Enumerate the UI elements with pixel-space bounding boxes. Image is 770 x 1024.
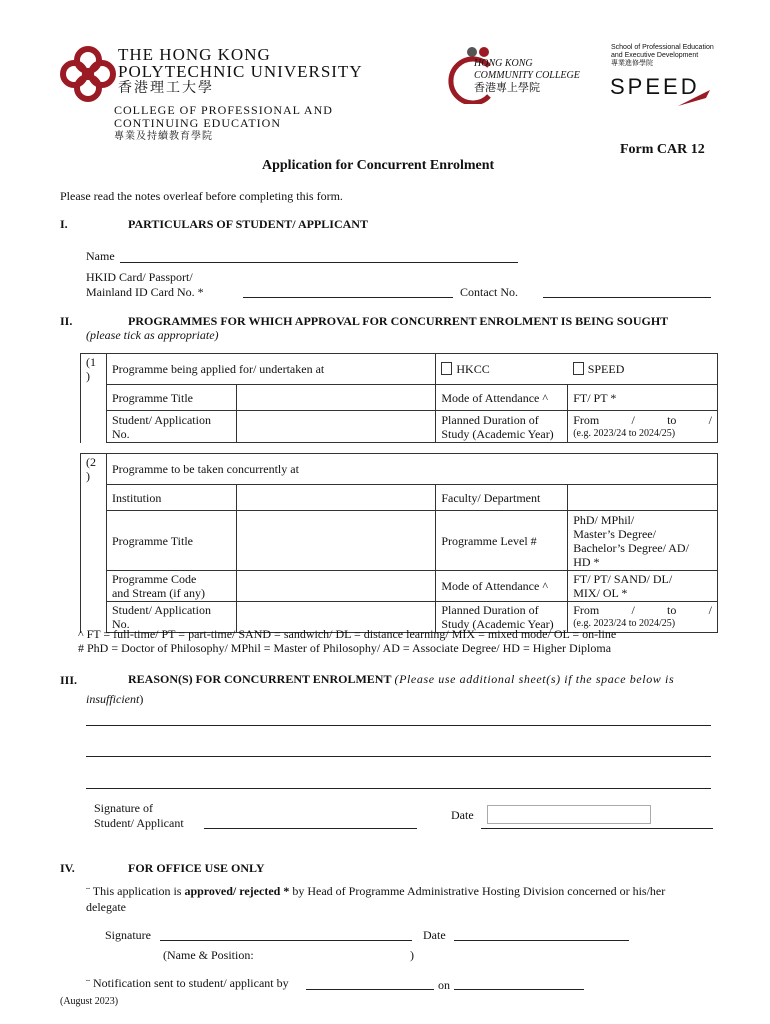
office-name-position-label: (Name & Position: [163,948,254,962]
approval-bullet-icon: ¨ [86,884,90,898]
student-date-line [481,828,713,829]
table2-duration-label: Planned Duration of Study (Academic Year) [436,602,568,633]
level-footnote: # PhD = Doctor of Philosophy/ MPhil = Master of Philosophy/ AD = Associate Degree/ HD = Higher Diploma [78,641,612,655]
approval-statement-cont: delegate [86,900,126,914]
cpce-line2: CONTINUING EDUCATION [114,116,281,130]
speed-chinese: 專業進修學院 [611,60,653,67]
section3-num: III. [60,673,78,687]
polyu-line2: POLYTECHNIC UNIVERSITY [118,62,363,81]
table1-index: (1 ) [81,354,107,443]
id-number-field[interactable] [243,297,453,298]
mode-footnote: ^ FT = full-time/ PT = part-time/ SAND = sandwich/ DL = distance learning/ MIX = mixed mode/ OL = on-line [78,627,617,641]
table2-mode-options[interactable]: FT/ PT/ SAND/ DL/ MIX/ OL * [568,571,718,602]
polyu-emblem-icon [58,44,118,104]
approval-statement: ¨ This application is approved/ rejected * by Head of Programme Administrative Hosting Division concerned or his/her [86,884,666,898]
student-date-box[interactable] [487,805,651,824]
id-label-line1: HKID Card/ Passport/ [86,270,193,284]
table1-mode-label: Mode of Attendance ^ [436,385,568,411]
speed-option[interactable] [568,354,718,385]
table1-prog-title-field[interactable] [236,385,436,411]
table2-index: (2 ) [81,454,107,633]
section3-heading-row [128,672,714,687]
prog-code-field[interactable] [236,571,436,602]
notification-bullet-icon: ¨ [86,976,90,990]
office-name-position-close: ) [410,948,414,962]
intro-text: Please read the notes overleaf before completing this form. [60,189,343,203]
speed-option-label: SPEED [587,362,625,376]
section1-num: I. [60,217,68,231]
programme-table-1 [80,353,718,443]
office-signature-label: Signature [105,928,151,942]
table1-duration-example: (e.g. 2023/24 to 2024/25) [573,427,676,439]
notification-line: ¨ Notification sent to student/ applicant by [86,976,289,990]
student-date-label: Date [451,808,474,822]
section2-heading: PROGRAMMES FOR WHICH APPROVAL FOR CONCURRENT ENROLMENT IS BEING SOUGHT [128,314,669,328]
polyu-line1: THE HONG KONG [118,45,271,64]
table2-prog-title-field[interactable] [236,511,436,571]
hkcc-line1: HONG KONG [474,58,533,69]
table2-duration-example: (e.g. 2023/24 to 2024/25) [573,618,676,629]
hkcc-option-label: HKCC [456,362,490,376]
student-signature-label: Signature of Student/ Applicant [94,801,184,830]
form-number: Form CAR 12 [620,142,705,157]
table2-concurrent-label: Programme to be taken concurrently at [106,454,717,485]
speed-checkbox[interactable] [573,362,584,375]
name-label: Name [86,249,115,263]
id-label [86,270,204,300]
cpce-name [114,104,333,143]
institution-field[interactable] [236,485,436,511]
notification-by-field[interactable] [306,989,434,990]
table2-sid-label: Student/ Application No. [106,602,236,633]
hkcc-line2: COMMUNITY COLLEGE [474,70,580,81]
name-field[interactable] [120,262,518,263]
contact-field[interactable] [543,297,711,298]
student-signature-field[interactable] [204,828,417,829]
speed-wordmark: SPEED [610,74,700,99]
section2-num: II. [60,314,73,328]
reason-line-3[interactable] [86,788,711,789]
form-title: Application for Concurrent Enrolment [262,158,495,173]
table1-sid-field[interactable] [236,411,436,443]
table1-duration-field[interactable]: From / to / (e.g. 2023/24 to 2024/25) [568,411,718,443]
table1-applied-at-label: Programme being applied for/ undertaken at [106,354,435,385]
form-version: (August 2023) [60,996,119,1007]
cpce-line1: COLLEGE OF PROFESSIONAL AND [114,103,333,117]
section2-subheading: (please tick as appropriate) [86,328,219,342]
hkcc-chinese: 香港專上學院 [474,82,540,94]
table2-duration-field[interactable]: From / to / (e.g. 2023/24 to 2024/25) [568,602,718,633]
table2-prog-title-label: Programme Title [106,511,236,571]
programme-level-options[interactable]: PhD/ MPhil/ Master’s Degree/ Bachelor’s Degree/ AD/ HD * [568,511,718,571]
polyu-name [118,46,363,97]
notification-date-field[interactable] [454,989,584,990]
office-date-field[interactable] [454,940,629,941]
hkcc-option[interactable] [436,354,568,385]
polyu-logo [58,44,118,104]
office-signature-field[interactable] [160,940,412,941]
table1-prog-title-label: Programme Title [106,385,236,411]
section4-heading: FOR OFFICE USE ONLY [128,861,265,875]
cpce-chinese: 專業及持續教育學院 [114,131,213,142]
section3-hint: (Please use additional sheet(s) if the space below is [394,672,675,686]
faculty-label: Faculty/ Department [436,485,568,511]
table1-mode-value[interactable]: FT/ PT * [568,385,718,411]
section4-num: IV. [60,861,75,875]
hkcc-checkbox[interactable] [441,362,452,375]
programme-level-label: Programme Level # [436,511,568,571]
table1-duration-label: Planned Duration of Study (Academic Year) [436,411,568,443]
contact-label: Contact No. [460,285,518,299]
speed-swoosh-icon [676,86,712,112]
table2-mode-label: Mode of Attendance ^ [436,571,568,602]
reason-line-1[interactable] [86,725,711,726]
id-label-line2: Mainland ID Card No. * [86,285,204,299]
prog-code-label: Programme Code and Stream (if any) [106,571,236,602]
table1-sid-label: Student/ Application No. [106,411,236,443]
speed-small1: School of Professional Education [611,44,714,51]
hkcc-name [474,58,580,94]
institution-label: Institution [106,485,236,511]
speed-logo [611,44,714,68]
polyu-chinese: 香港理工大學 [118,81,214,96]
speed-small2: and Executive Development [611,52,699,59]
programme-table-2 [80,453,718,633]
approval-choice[interactable]: approved/ rejected * [184,884,290,898]
notification-on-label: on [438,978,450,992]
office-date-label: Date [423,928,446,942]
section3-heading: REASON(S) FOR CONCURRENT ENROLMENT [128,672,392,686]
section1-heading: PARTICULARS OF STUDENT/ APPLICANT [128,217,368,231]
reason-line-2[interactable] [86,756,711,757]
section3-hint-cont: insufficient) [86,692,144,706]
faculty-field[interactable] [568,485,718,511]
